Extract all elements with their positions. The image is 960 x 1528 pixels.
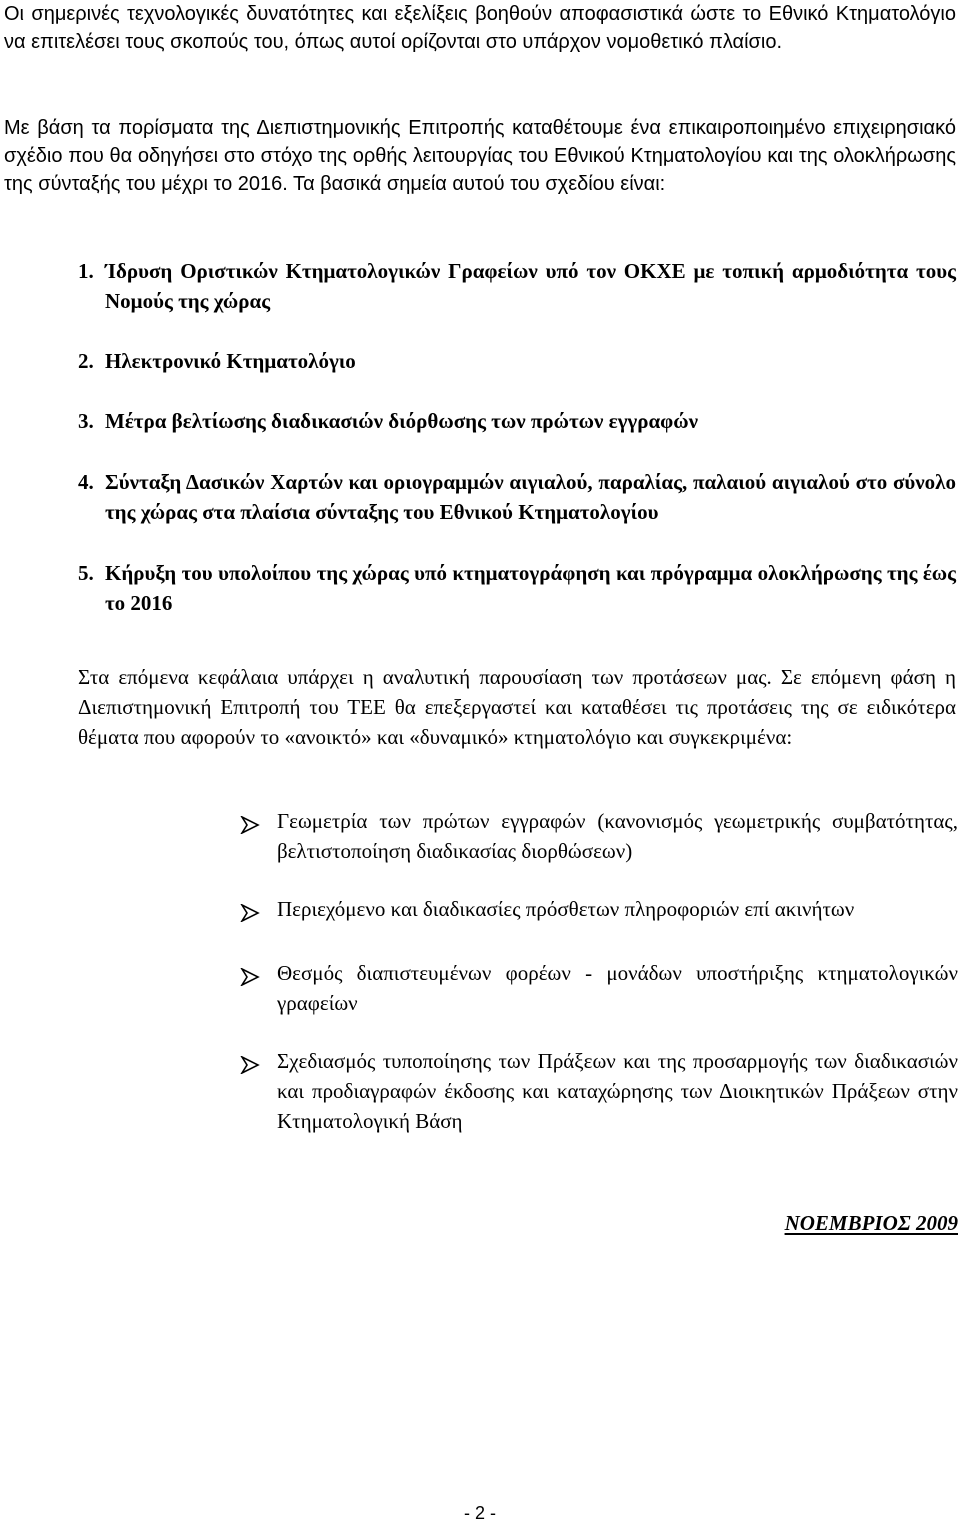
key-point-text: Ίδρυση Οριστικών Κτηματολογικών Γραφείων υπό τον ΟΚΧΕ με τοπική αρμοδιότητα τους Νομούς της χώρας [105, 259, 956, 313]
intro-paragraph: Οι σημερινές τεχνολογικές δυνατότητες και εξελίξεις βοηθούν αποφασιστικά ώστε το Εθνικό Κτηματολόγιο να επιτελέσει τους σκοπούς του, όπως αυτοί ορίζονται στο υπάρχον νομοθετικό πλαίσιο. [4, 3, 956, 53]
topic-text: Περιεχόμενο και διαδικασίες πρόσθετων πληροφοριών επί ακινήτων [277, 897, 855, 921]
page-number: - 2 - [463, 1503, 496, 1523]
key-point-item [78, 346, 956, 376]
followup-paragraph: Στα επόμενα κεφάλαια υπάρχει η αναλυτική παρουσίαση των προτάσεων μας. Σε επόμενη φάση η Διεπιστημονική Επιτροπή του ΤΕΕ θα επεξεργαστεί και καταθέσει τις προτάσεις της σε ειδικότερα θέματα που αφορούν το «ανοικτό» και «δυναμικό» κτηματολόγιο και συγκεκριμένα: [78, 665, 956, 749]
topic-item [240, 958, 958, 1018]
plan-paragraph: Με βάση τα πορίσματα της Διεπιστημονικής Επιτροπής καταθέτουμε ένα επικαιροποιημένο επιχειρησιακό σχέδιο που θα οδηγήσει στο στόχο της ορθής λειτουργίας του Εθνικού Κτηματολογίου και της ολοκλήρωσης της σύνταξής του μέχρι το 2016. Τα βασικά σημεία αυτού του σχεδίου είναι: [4, 117, 956, 195]
key-point-number: 1. [78, 259, 94, 283]
key-point-number: 2. [78, 349, 94, 373]
key-point-number: 5. [78, 561, 94, 585]
key-point-number: 3. [78, 409, 94, 433]
key-point-number: 4. [78, 470, 94, 494]
topic-text: Θεσμός διαπιστευμένων φορέων - μονάδων υποστήριξης κτηματολογικών γραφείων [277, 961, 958, 1015]
topic-item [240, 1046, 958, 1136]
key-point-item [78, 467, 956, 527]
topic-text: Γεωμετρία των πρώτων εγγραφών (κανονισμός γεωμετρικής συμβατότητας, βελτιστοποίηση διαδικασίας διορθώσεων) [277, 809, 958, 863]
key-point-text: Κήρυξη του υπολοίπου της χώρας υπό κτηματογράφηση και πρόγραμμα ολοκλήρωσης της έως το 2016 [105, 561, 956, 615]
arrow-bullet-icon [240, 806, 277, 842]
topics-list [240, 806, 958, 1136]
topic-text: Σχεδιασμός τυποποίησης των Πράξεων και της προσαρμογής των διαδικασιών και προδιαγραφών έκδοσης και καταχώρησης των Διοικητικών Πράξεων στην Κτηματολογική Βάση [277, 1049, 958, 1133]
arrow-bullet-icon [240, 958, 277, 994]
topic-item [240, 894, 958, 930]
key-point-text: Μέτρα βελτίωσης διαδικασιών διόρθωσης των πρώτων εγγραφών [105, 409, 699, 433]
key-point-text: Ηλεκτρονικό Κτηματολόγιο [105, 349, 356, 373]
key-point-item [78, 406, 956, 436]
key-point-item [78, 256, 956, 316]
arrow-bullet-icon [240, 894, 277, 930]
document-date: ΝΟΕΜΒΡΙΟΣ 2009 [784, 1211, 958, 1235]
key-point-item [78, 558, 956, 618]
key-points-list [78, 256, 956, 618]
arrow-bullet-icon [240, 1046, 277, 1082]
key-point-text: Σύνταξη Δασικών Χαρτών και οριογραμμών αιγιαλού, παραλίας, παλαιού αιγιαλού στο σύνολο της χώρας στα πλαίσια σύνταξης του Εθνικού Κτηματολογίου [105, 470, 956, 524]
topic-item [240, 806, 958, 866]
